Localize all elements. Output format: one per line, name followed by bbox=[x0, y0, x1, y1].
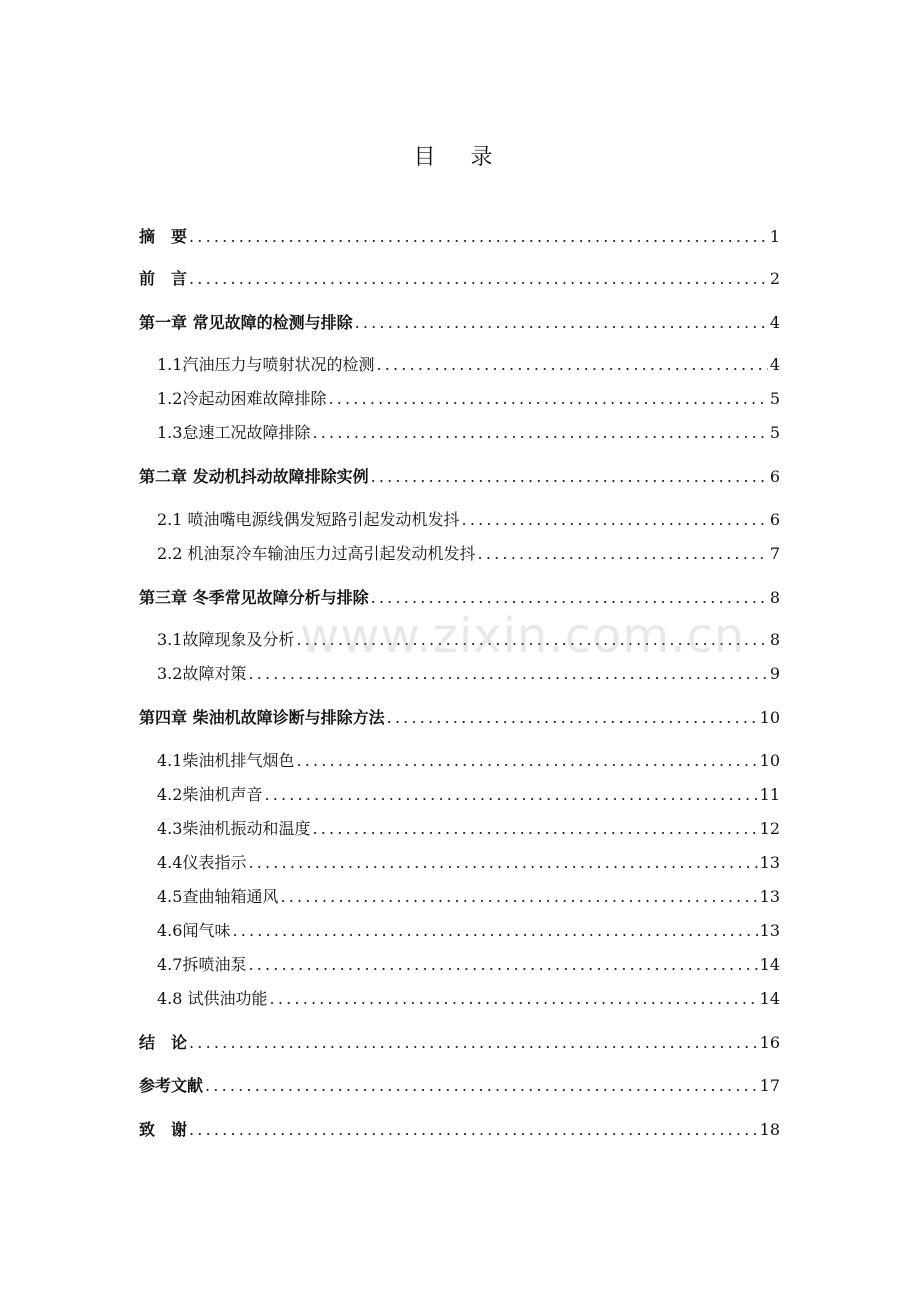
toc-entry[interactable] bbox=[157, 850, 780, 874]
toc-entry[interactable] bbox=[139, 1073, 780, 1097]
toc-entry-label: 第二章 发动机抖动故障排除实例 bbox=[139, 467, 369, 486]
dot-leader bbox=[312, 819, 757, 838]
toc-entry-label: 4.6闻气味 bbox=[157, 921, 231, 940]
toc-entry-label: 2.1 喷油嘴电源线偶发短路引起发动机发抖 bbox=[157, 510, 460, 529]
dot-leader bbox=[232, 921, 757, 940]
toc-entry-label: 第四章 柴油机故障诊断与排除方法 bbox=[139, 708, 385, 727]
toc-page-number: 4 bbox=[769, 313, 780, 332]
dot-leader bbox=[270, 989, 758, 1008]
dot-leader bbox=[189, 1120, 758, 1139]
toc-page-number: 13 bbox=[759, 921, 780, 940]
dot-leader bbox=[280, 887, 757, 906]
toc-entry-label: 4.5查曲轴箱通风 bbox=[157, 887, 279, 906]
toc-entry-label: 结 论 bbox=[139, 1033, 188, 1052]
toc-entry[interactable] bbox=[157, 420, 780, 444]
toc-page-number: 7 bbox=[769, 544, 780, 563]
toc-entry[interactable] bbox=[139, 310, 780, 334]
dot-leader bbox=[189, 227, 768, 246]
toc-entry[interactable] bbox=[157, 782, 780, 806]
toc-entry-label: 1.2冷起动困难故障排除 bbox=[157, 389, 327, 408]
toc-entry-label: 4.7拆喷油泵 bbox=[157, 955, 247, 974]
toc-page-number: 8 bbox=[769, 630, 780, 649]
toc-page-number: 12 bbox=[759, 819, 780, 838]
toc-entry-label: 1.3怠速工况故障排除 bbox=[157, 423, 311, 442]
toc-title: 目 录 bbox=[413, 145, 507, 170]
toc-page-number: 11 bbox=[759, 785, 780, 804]
toc-entry[interactable] bbox=[157, 952, 780, 976]
toc-page-number: 1 bbox=[769, 227, 780, 246]
toc-entry-label: 4.1柴油机排气烟色 bbox=[157, 751, 295, 770]
toc-entry[interactable] bbox=[139, 266, 780, 290]
toc-entry-label: 4.3柴油机振动和温度 bbox=[157, 819, 311, 838]
watermark: www.zixin.com.cn bbox=[300, 608, 746, 664]
dot-leader bbox=[248, 664, 767, 683]
toc-entry[interactable] bbox=[157, 986, 780, 1010]
dot-leader bbox=[189, 1033, 758, 1052]
toc-entry[interactable] bbox=[157, 352, 780, 376]
toc-entry[interactable] bbox=[157, 661, 780, 685]
toc-entry-label: 3.1故障现象及分析 bbox=[157, 630, 295, 649]
toc-entry[interactable] bbox=[139, 1030, 780, 1054]
dot-leader bbox=[189, 269, 768, 288]
toc-page-number: 5 bbox=[769, 389, 780, 408]
toc-entry-label: 1.1汽油压力与喷射状况的检测 bbox=[157, 355, 375, 374]
toc-entry[interactable] bbox=[157, 816, 780, 840]
dot-leader bbox=[328, 389, 767, 408]
dot-leader bbox=[264, 785, 757, 804]
toc-entry[interactable] bbox=[157, 541, 780, 565]
toc-page-number: 8 bbox=[769, 588, 780, 607]
toc-page-number: 6 bbox=[769, 510, 780, 529]
toc-entry[interactable] bbox=[157, 386, 780, 410]
toc-entry[interactable] bbox=[157, 748, 780, 772]
toc-entry-label: 致 谢 bbox=[139, 1120, 188, 1139]
toc-entry[interactable] bbox=[157, 507, 780, 531]
dot-leader bbox=[371, 588, 768, 607]
dot-leader bbox=[248, 955, 757, 974]
toc-page-number: 14 bbox=[759, 955, 780, 974]
toc-page-number: 9 bbox=[769, 664, 780, 683]
toc-entry-label: 参考文献 bbox=[139, 1076, 204, 1095]
toc-entry-label: 摘 要 bbox=[139, 227, 188, 246]
dot-leader bbox=[376, 355, 767, 374]
toc-entry[interactable] bbox=[139, 705, 780, 729]
toc-page-number: 14 bbox=[759, 989, 780, 1008]
toc-entry-label: 3.2故障对策 bbox=[157, 664, 247, 683]
toc-entry[interactable] bbox=[157, 918, 780, 942]
toc-entry-label: 2.2 机油泵冷车输油压力过高引起发动机发抖 bbox=[157, 544, 476, 563]
toc-entry[interactable] bbox=[139, 224, 780, 248]
dot-leader bbox=[478, 544, 768, 563]
dot-leader bbox=[371, 467, 768, 486]
toc-entry-label: 第一章 常见故障的检测与排除 bbox=[139, 313, 353, 332]
dot-leader bbox=[248, 853, 757, 872]
toc-page-number: 10 bbox=[759, 708, 780, 727]
toc-page-number: 13 bbox=[759, 853, 780, 872]
toc-page-number: 17 bbox=[759, 1076, 780, 1095]
dot-leader bbox=[387, 708, 758, 727]
dot-leader bbox=[205, 1076, 758, 1095]
toc-page-number: 18 bbox=[759, 1120, 780, 1139]
toc-entry[interactable] bbox=[139, 1117, 780, 1141]
dot-leader bbox=[312, 423, 767, 442]
dot-leader bbox=[355, 313, 768, 332]
dot-leader bbox=[296, 751, 757, 770]
toc-page-number: 4 bbox=[769, 355, 780, 374]
toc-page-number: 10 bbox=[759, 751, 780, 770]
toc-page-number: 5 bbox=[769, 423, 780, 442]
toc-entry-label: 第三章 冬季常见故障分析与排除 bbox=[139, 588, 369, 607]
toc-page-number: 2 bbox=[769, 269, 780, 288]
dot-leader bbox=[462, 510, 768, 529]
toc-page-number: 13 bbox=[759, 887, 780, 906]
toc-entry[interactable] bbox=[139, 585, 780, 609]
toc-entry[interactable] bbox=[139, 464, 780, 488]
toc-entry-label: 4.4仪表指示 bbox=[157, 853, 247, 872]
toc-entry-label: 前 言 bbox=[139, 269, 188, 288]
toc-page-number: 6 bbox=[769, 467, 780, 486]
toc-entry-label: 4.8 试供油功能 bbox=[157, 989, 268, 1008]
toc-page-number: 16 bbox=[759, 1033, 780, 1052]
toc-entry[interactable] bbox=[157, 884, 780, 908]
toc-entry-label: 4.2柴油机声音 bbox=[157, 785, 263, 804]
